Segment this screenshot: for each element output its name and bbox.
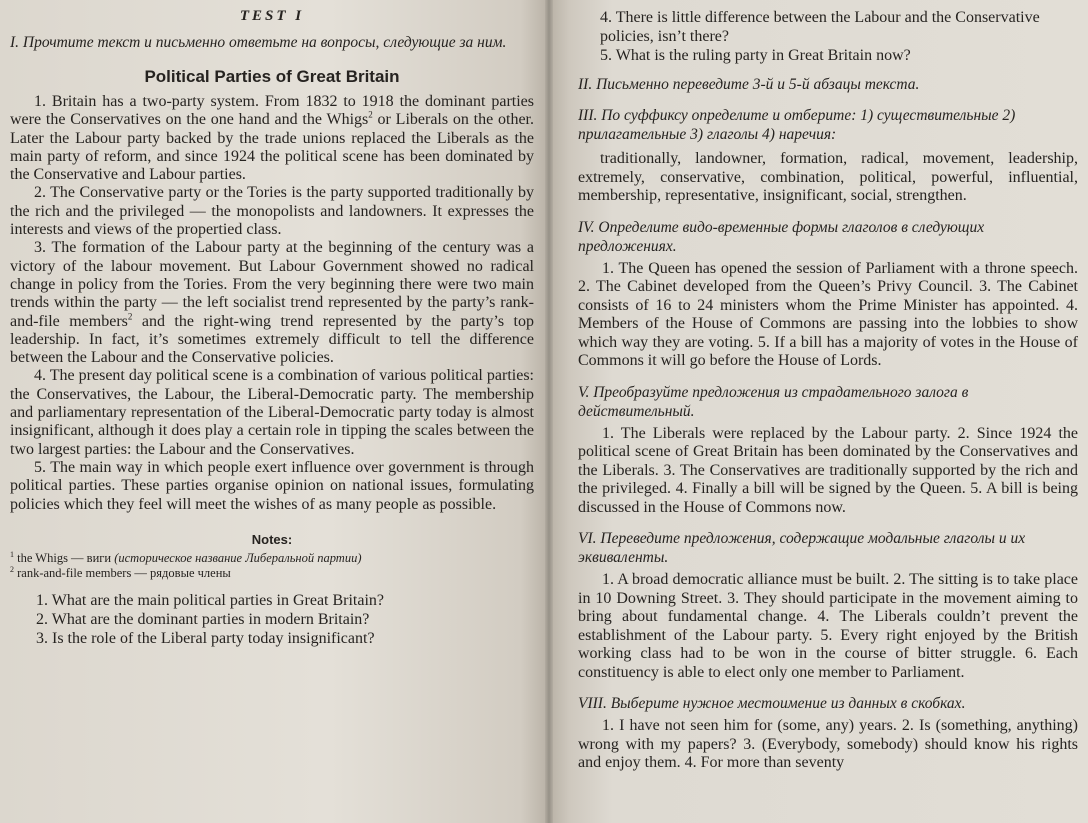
right-page [548,0,1088,823]
question-3: 3. Is the role of the Liberal party today insignificant? [36,629,375,647]
question-5: 5. What is the ruling party in Great Britain now? [600,47,911,64]
test-title: TEST I [239,8,305,24]
paragraph-5: 5. The main way in which people exert influence over government is through political parties. These parties organise opinion on national issues, formulating policies which they feel will meet the wishes of as many people as possible. [10,458,534,513]
paragraph-1: 1. Britain has a two-party system. From 1832 to 1918 the dominant parties were the Conservatives on the one hand and the Whigs$^2$ or Liberals on the other. Later the Labour party backed by the trade unions replaced the Liberals as the main party of reform, and since 1924 the political scene has been dominated by the Conservative and Labour parties. [10,93,534,184]
footnote-ref: 2 [368,109,373,120]
task-I: I. Прочтите текст и письменно ответьте на вопросы, следующие за ним. [10,34,507,51]
notes-title: Notes: [251,531,293,547]
question-1: 1. What are the main political parties in Great Britain? [36,591,385,609]
task-V: V. Преобразуйте предложения из страдательного залога в действительный. [578,383,969,420]
article-heading: Political Parties of Great Britain [144,67,400,86]
question-4: 4. There is little difference between the Labour and the Conservative policies, isn’t there? [600,9,1040,45]
sentences-IV: 1. The Queen has opened the session of Parliament with a throne speech. 2. The Cabinet developed from the Queen’s Privy Council. 3. The Cabinet consists of 16 to 24 ministers whom the Prime Minister has appointed. 4. Members of the House of Commons are passing into the lobbies to show which way they are voting. 5. If a bill has a majority of votes in the House of Commons it will go before the House of Lords. [578,259,1078,369]
task-VIII: VIII. Выберите нужное местоимение из данных в скобках. [578,695,966,712]
paragraph-2: 2. The Conservative party or the Tories is the party supported traditionally by the rich and the privileged — the monopolists and landowners. It expresses the interests and views of the propertied class. [10,184,534,239]
word-list: traditionally, landowner, formation, radical, movement, leadership, extremely, conservative, combination, political, powerful, influential, membership, representative, insignificant, social, strengthen. [578,150,1078,204]
paragraph-3: 3. The formation of the Labour party at the beginning of the century was a victory of the labour movement. But Labour Government showed no radical change in policy from the Tories. From the very beginning there were two main trends within the party — the left socialist trend represented by the party’s rank-and-file members$^2$ and the right-wing trend represented by the party’s top leadership. In fact, it’s sometimes extremely difficult to tell the difference between the Labour and the Conservative policies. [10,239,534,367]
sentences-VIII: 1. I have not seen him for (some, any) years. 2. Is (something, anything) wrong with my papers? 3. (Everybody, somebody) should know his rights and enjoy them. 4. For more than seventy [578,717,1078,771]
task-II: II. Письменно переведите 3-й и 5-й абзацы текста. [578,76,920,93]
task-IV: IV. Определите видо-временные формы глаголов в следующих предложениях. [578,218,985,255]
footnote-ref: 2 [127,311,133,322]
question-2: 2. What are the dominant parties in modern Britain? [36,610,370,628]
book-gutter [545,0,553,823]
task-VI: VI. Переведите предложения, содержащие модальные глаголы и их эквиваленты. [578,530,1026,566]
sentences-VI: 1. A broad democratic alliance must be built. 2. The sitting is to take place in 10 Downing Street. 3. They should participate in the movement aiming to bring about fundamental change. 4. The Liberals couldn’t prevent the establishment of the Labour party. 5. Every right enjoyed by the British working class had to be won in the course of bitter struggle. 6. Each constituency is able to elect only one member to Parliament. [578,571,1078,681]
note-1: $^1$ the Whigs — виги (историческое название Либеральной партии) [10,549,362,565]
task-III: III. По суффиксу определите и отберите: 1) существительные 2) прилагательные 3) глаголы 4) наречия: [578,107,1016,143]
note-2: $^2$ rank-and-file members — рядовые члены [10,564,231,580]
paragraph-4: 4. The present day political scene is a combination of various political parties: the Conservatives, the Labour, the Liberal-Democratic party. The membership and parliamentary representation of the Liberal-Democratic party today is almost insignificant, although it does play a certain role in tipping the scales between the two largest parties: the Labour and the Conservatives. [10,367,534,458]
sentences-V: 1. The Liberals were replaced by the Labour party. 2. Since 1924 the political scene of Great Britain has been dominated by the Conservatives and the Liberals. 3. The Conservatives are traditionally supported by the rich and the privileged. 4. Finally a bill will be signed by the Queen. 5. A bill is being discussed in the House of Commons now. [578,424,1078,516]
